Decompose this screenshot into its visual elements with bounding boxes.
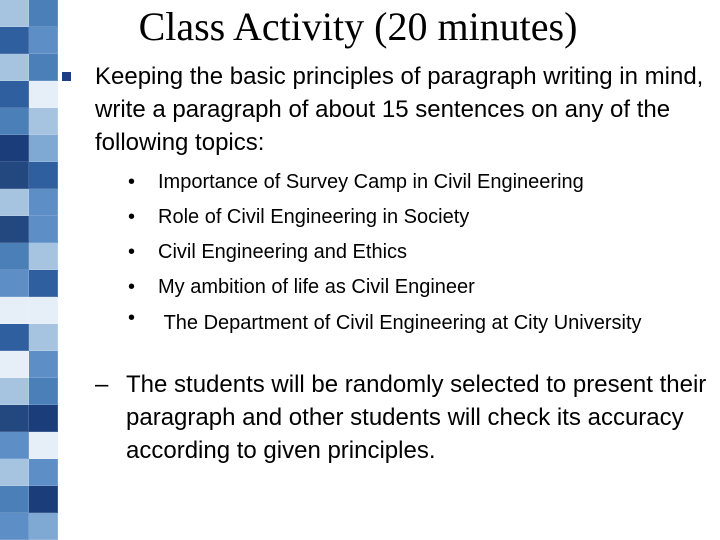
stripe-tile	[0, 459, 29, 486]
list-item	[128, 305, 708, 336]
stripe-tile	[0, 243, 29, 270]
stripe-tile	[29, 270, 58, 297]
stripe-tile	[29, 0, 58, 27]
list-item	[128, 165, 708, 200]
stripe-tile	[29, 216, 58, 243]
stripe-tile	[0, 189, 29, 216]
stripe-tile	[29, 324, 58, 351]
slide-title: Class Activity (20 minutes)	[138, 4, 578, 49]
bullet-dot-icon: •	[128, 307, 136, 329]
list-item	[128, 200, 708, 235]
bullet-dot-icon: •	[128, 241, 136, 263]
stripe-tile	[0, 270, 29, 297]
stripe-tile	[0, 108, 29, 135]
topic-text: Role of Civil Engineering in Society	[158, 206, 470, 228]
note-item	[95, 368, 715, 467]
stripe-tile	[0, 162, 29, 189]
stripe-tile	[29, 459, 58, 486]
stripe-tile	[29, 81, 58, 108]
stripe-tile	[0, 81, 29, 108]
stripe-tile	[0, 324, 29, 351]
decorative-stripe	[0, 0, 58, 540]
stripe-tile	[0, 378, 29, 405]
stripe-tile	[0, 27, 29, 54]
topic-text: My ambition of life as Civil Engineer	[158, 276, 475, 298]
stripe-tile	[0, 486, 29, 513]
stripe-tile	[29, 351, 58, 378]
stripe-tile	[29, 27, 58, 54]
bullet-dot-icon: •	[128, 171, 136, 193]
stripe-tile	[29, 405, 58, 432]
topic-text: The Department of Civil Engineering at City University	[158, 312, 642, 334]
stripe-tile	[29, 513, 58, 540]
square-bullet-icon	[62, 72, 71, 81]
stripe-tile	[29, 486, 58, 513]
bullet-dot-icon: •	[128, 276, 136, 298]
stripe-tile	[0, 297, 29, 324]
stripe-tile	[29, 135, 58, 162]
stripe-tile	[0, 216, 29, 243]
stripe-tile	[29, 378, 58, 405]
stripe-tile	[29, 243, 58, 270]
main-point: Keeping the basic principles of paragraph writing in mind, write a paragraph of about 15 sentences on any of the following topics:	[95, 63, 704, 156]
stripe-tile	[29, 162, 58, 189]
stripe-tile	[29, 108, 58, 135]
dash-bullet: –	[95, 371, 109, 398]
list-item	[128, 235, 708, 270]
stripe-tile	[0, 135, 29, 162]
stripe-tile	[29, 189, 58, 216]
stripe-tile	[0, 54, 29, 81]
note-text: The students will be randomly selected to present their paragraph and other students will check its accuracy according to given principles.	[126, 371, 707, 464]
stripe-tile	[0, 513, 29, 540]
list-item	[128, 270, 708, 305]
topic-text: Importance of Survey Camp in Civil Engineering	[158, 171, 584, 193]
stripe-tile	[0, 0, 29, 27]
stripe-tile	[29, 54, 58, 81]
topic-list	[128, 165, 708, 336]
stripe-tile	[29, 432, 58, 459]
bullet-dot-icon: •	[128, 206, 136, 228]
stripe-tile	[29, 297, 58, 324]
stripe-tile	[0, 351, 29, 378]
topic-text: Civil Engineering and Ethics	[158, 241, 408, 263]
stripe-tile	[0, 432, 29, 459]
stripe-tile	[0, 405, 29, 432]
